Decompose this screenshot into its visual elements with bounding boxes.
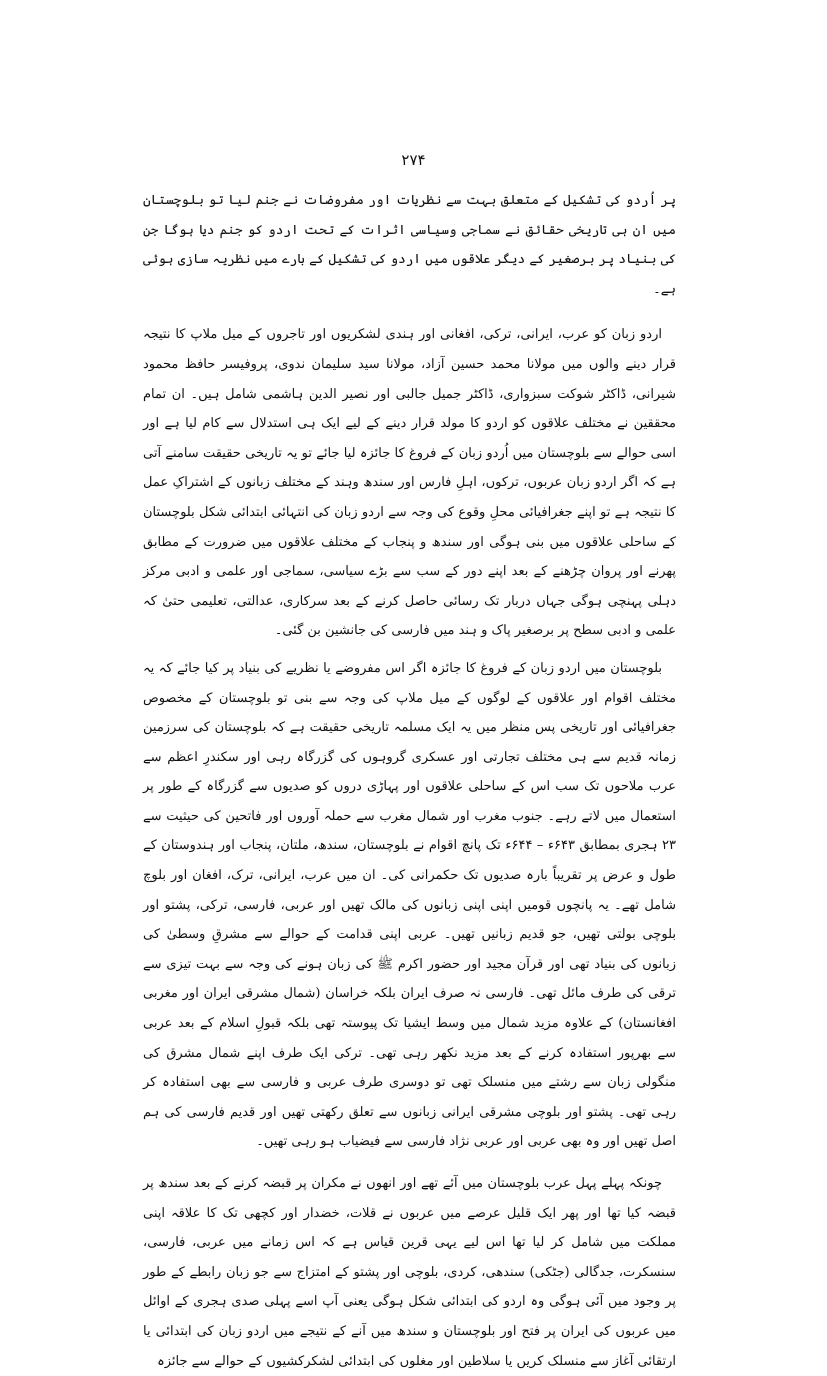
body-text — [143, 186, 676, 1376]
paragraph-arab-arrival: چونکہ پہلے پہل عرب بلوچستان میں آئے تھے اور انھوں نے مکران پر قبضہ کرنے کے بعد سندھ پر قبضہ کیا تھا اور پھر ایک قلیل عرصے میں عربوں نے قلات، خضدار اور کچھی تک کا علاقہ اپنی مملکت میں شامل کر لیا تھا اس لیے یہی قرین قیاس ہے کہ اس زمانے میں عربی، فارسی، سنسکرت، جدگالی (جٹکی) سندھی، کردی، بلوچی اور پشتو کے امتزاج سے جو زبان رابطے کے طور پر وجود میں آئی ہوگی وہ اردو کی ابتدائی شکل ہوگی یعنی آپ اسے پہلی صدی ہجری کے اوائل میں عربوں کی ایران پر فتح اور بلوچستان و سندھ میں آنے کے نتیجے میں اردو زبان کی ابتدائی یا ارتقائی آغاز سے منسلک کریں یا سلاطین اور مغلوں کی ابتدائی لشکرکشیوں کے حوالے سے جائزہ — [143, 1176, 676, 1369]
paragraph-continuation: پر اُردو کی تشکیل کے متعلق بہت سے نظریات اور مفروضات نے جنم لیا تو بلوچستان میں ان ہی تاریخی حقائق نے سماجی وسیاسی اثرات کے تحت اردو کو جنم دیا ہوگا جن کی بنیاد پر برصغیر کے دیگر علاقوں میں اردو کی تشکیل کے بارے میں نظریہ سازی ہوئی ہے۔ — [143, 193, 676, 297]
paragraph-urdu-origin-theories: اردو زبان کو عرب، ایرانی، ترکی، افغانی اور ہندی لشکریوں اور تاجروں کے میل ملاپ کا نتیجہ قرار دینے والوں میں مولانا محمد حسین آزاد، مولانا سید سلیمان ندوی، پروفیسر حافظ محمود شیرانی، ڈاکٹر شوکت سبزواری، ڈاکٹر جمیل جالبی اور نصیر الدین ہاشمی شامل ہیں۔ ان تمام محققین نے مختلف علاقوں کو اردو کا مولد قرار دینے کے لیے ایک ہی استدلال سے کام لیا ہے اور اسی حوالے سے بلوچستان میں اُردو زبان کے فروغ کا جائزہ لیا جائے تو یہ تاریخی حقیقت سامنے آتی ہے کہ اگر اردو زبان عربوں، ترکوں، اہلِ فارس اور سندھ وہند کے مختلف زبانوں کے اشتراکِ عمل کا نتیجہ ہے تو اپنے جغرافیائی محلِ وقوع کی وجہ سے اردو زبان کی انتہائی ابتدائی شکل بلوچستان کے ساحلی علاقوں میں بنی ہوگی اور سندھ و پنجاب کے مختلف علاقوں میں ضرورت کے مطابق پھرنے اور پروان چڑھنے کے بعد اپنے دور کے سب سے بڑے سیاسی، سماجی اور علمی و ادبی مرکز دہلی پہنچی ہوگی جہاں دربار تک رسائی حاصل کرنے کے بعد سرکاری، عدالتی، تعلیمی حتیٰ کہ علمی و ادبی سطح پر برصغیر پاک و ہند میں فارسی کی جانشین بن گئی۔ — [143, 327, 676, 639]
paragraph-balochistan-history: بلوچستان میں اردو زبان کے فروغ کا جائزہ اگر اس مفروضے یا نظریے کی بنیاد پر کیا جائے کہ یہ مختلف اقوام اور علاقوں کے لوگوں کے میل ملاپ کی وجہ سے بنی تو بلوچستان کے مخصوص جغرافیائی اور تاریخی پس منظر میں یہ ایک مسلمہ تاریخی حقیقت ہے کہ بلوچستان کی سرزمین زمانہ قدیم سے ہی مختلف تجارتی اور عسکری گروہوں کی گزرگاہ رہی اور سکندرِ اعظم سے عرب ملاحوں تک سب اس کے ساحلی علاقوں اور پہاڑی دروں کو صدیوں سے گزرگاہ کے طور پر استعمال میں لاتے رہے۔ جنوب مغرب اور شمال مغرب سے حملہ آوروں اور فاتحین کی حیثیت سے ۲۳ ہجری بمطابق ۶۴۳ء – ۶۴۴ء تک پانچ اقوام نے بلوچستان، سندھ، ملتان، پنجاب اور ہندوستان کے طول و عرض پر تقریباً بارہ صدیوں تک حکمرانی کی۔ ان میں عرب، ایرانی، ترک، افغان اور بلوچ شامل تھے۔ یہ پانچوں قومیں اپنی اپنی زبانوں کی مالک تھیں اور عربی، فارسی، ترکی، پشتو اور بلوچی بولتی تھیں، جو قدیم زبانیں تھیں۔ عربی اپنی قدامت کے حوالے سے مشرقِ وسطیٰ کی زبانوں کی بنیاد تھی اور قرآن مجید اور حضور اکرم ﷺ کی زبان ہونے کی وجہ سے بہت تیزی سے ترقی کی طرف مائل تھی۔ فارسی نہ صرف ایران بلکہ خراسان (شمال مشرقی ایران اور مغربی افغانستان) کے علاوہ مزید شمال میں وسط ایشیا تک پیوستہ تھی بلکہ قبولِ اسلام کے بعد عربی سے بھرپور استفادہ کرنے کے بعد مزید نکھر رہی تھی۔ ترکی ایک طرف اپنے شمال مشرق کی منگولی زبان سے رشتے میں منسلک تھی تو دوسری طرف عربی و فارسی سے بھی استفادہ کر رہی تھی۔ پشتو اور بلوچی مشرقی ایرانی زبانوں سے تعلق رکھتی تھیں اور قدیم فارسی کی ہم اصل تھیں اور وہ بھی عربی اور عربی نژاد فارسی سے فیضیاب ہو رہی تھیں۔ — [143, 660, 676, 1150]
page-number: ۲۷۴ — [401, 151, 426, 169]
